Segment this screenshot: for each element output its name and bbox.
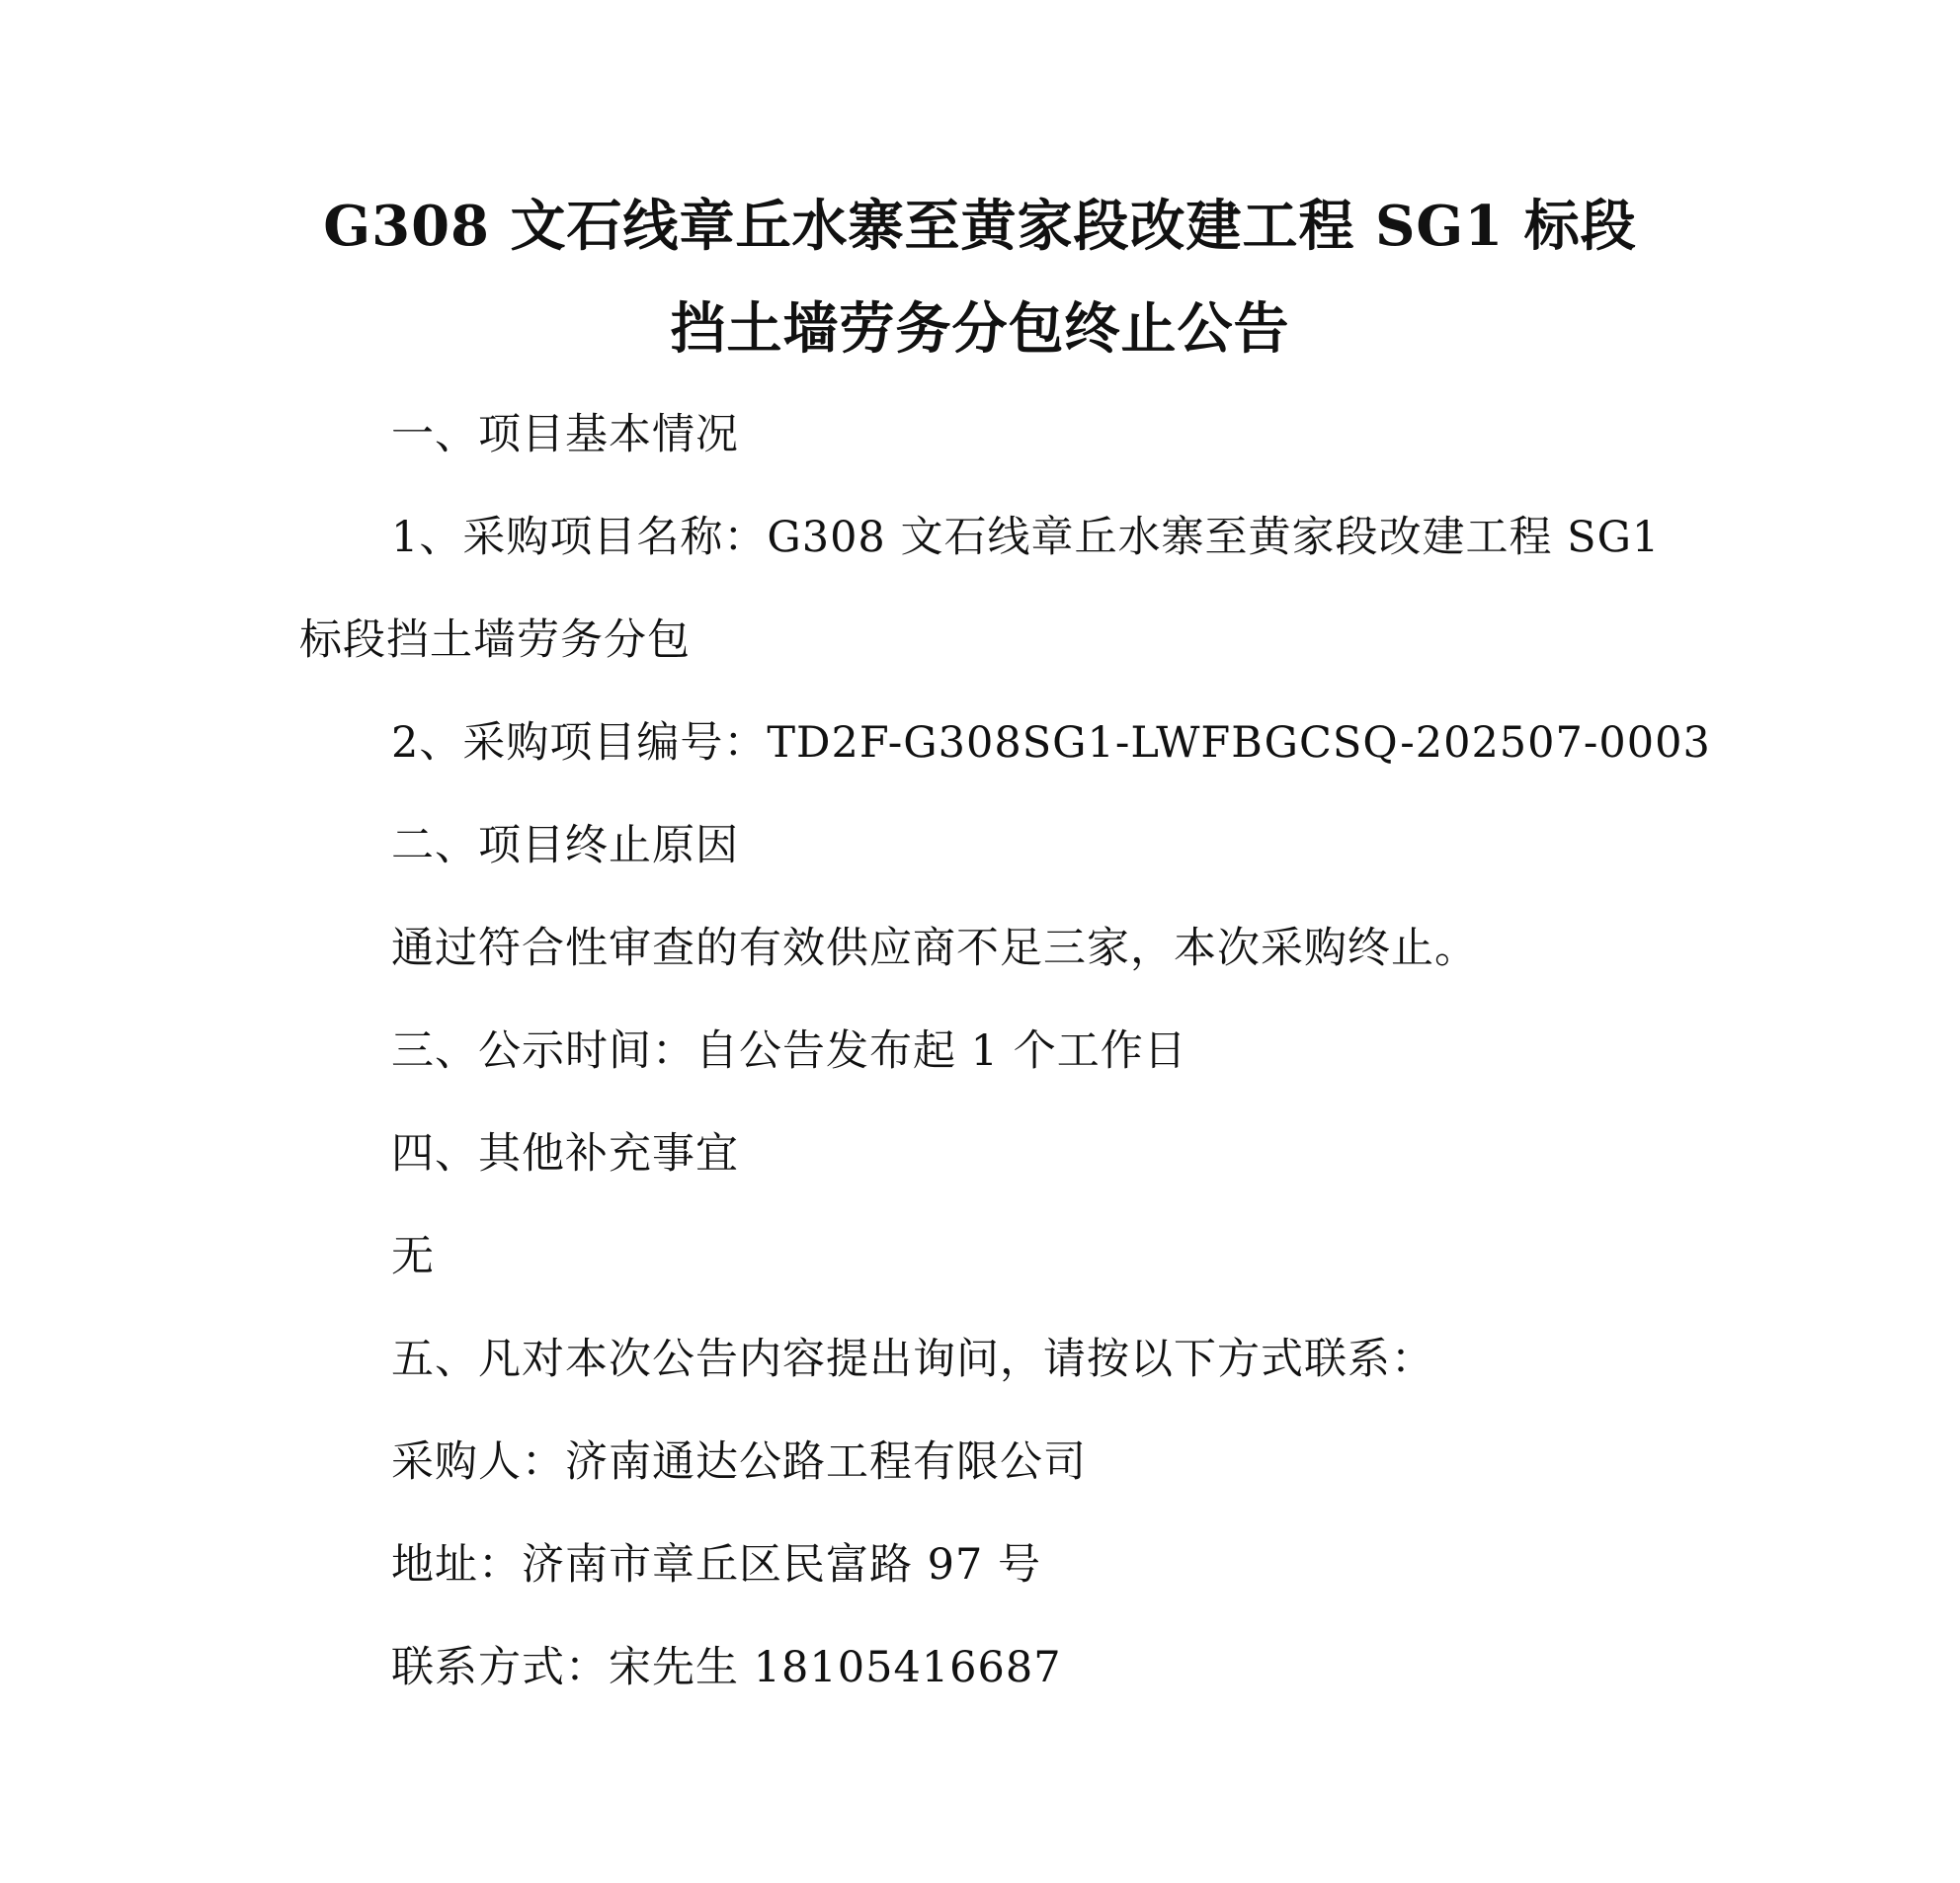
- section-4-heading: 四、其他补充事宜: [391, 1129, 739, 1179]
- section-1-heading: 一、项目基本情况: [391, 410, 739, 459]
- document-title-line-2: 挡土墙劳务分包终止公告: [670, 296, 1290, 362]
- purchaser: 采购人：济南通达公路工程有限公司: [391, 1437, 1087, 1487]
- section-2-body: 通过符合性审查的有效供应商不足三家，本次采购终止。: [391, 924, 1478, 973]
- section-2-heading: 二、项目终止原因: [391, 821, 739, 870]
- document-title-line-1: G308 文石线章丘水寨至黄家段改建工程 SG1 标段: [323, 194, 1637, 259]
- item-1-line-2: 标段挡土墙劳务分包: [299, 615, 691, 665]
- section-3: 三、公示时间：自公告发布起 1 个工作日: [391, 1026, 1187, 1076]
- item-2: 2、采购项目编号：TD2F-G308SG1-LWFBGCSQ-202507-0003: [391, 718, 1711, 768]
- item-1-line-1: 1、采购项目名称：G308 文石线章丘水寨至黄家段改建工程 SG1: [391, 513, 1661, 562]
- address: 地址：济南市章丘区民富路 97 号: [391, 1540, 1042, 1590]
- section-5-heading: 五、凡对本次公告内容提出询问，请按以下方式联系：: [391, 1335, 1434, 1384]
- contact: 联系方式：宋先生 18105416687: [391, 1643, 1062, 1692]
- section-4-body: 无: [391, 1232, 435, 1281]
